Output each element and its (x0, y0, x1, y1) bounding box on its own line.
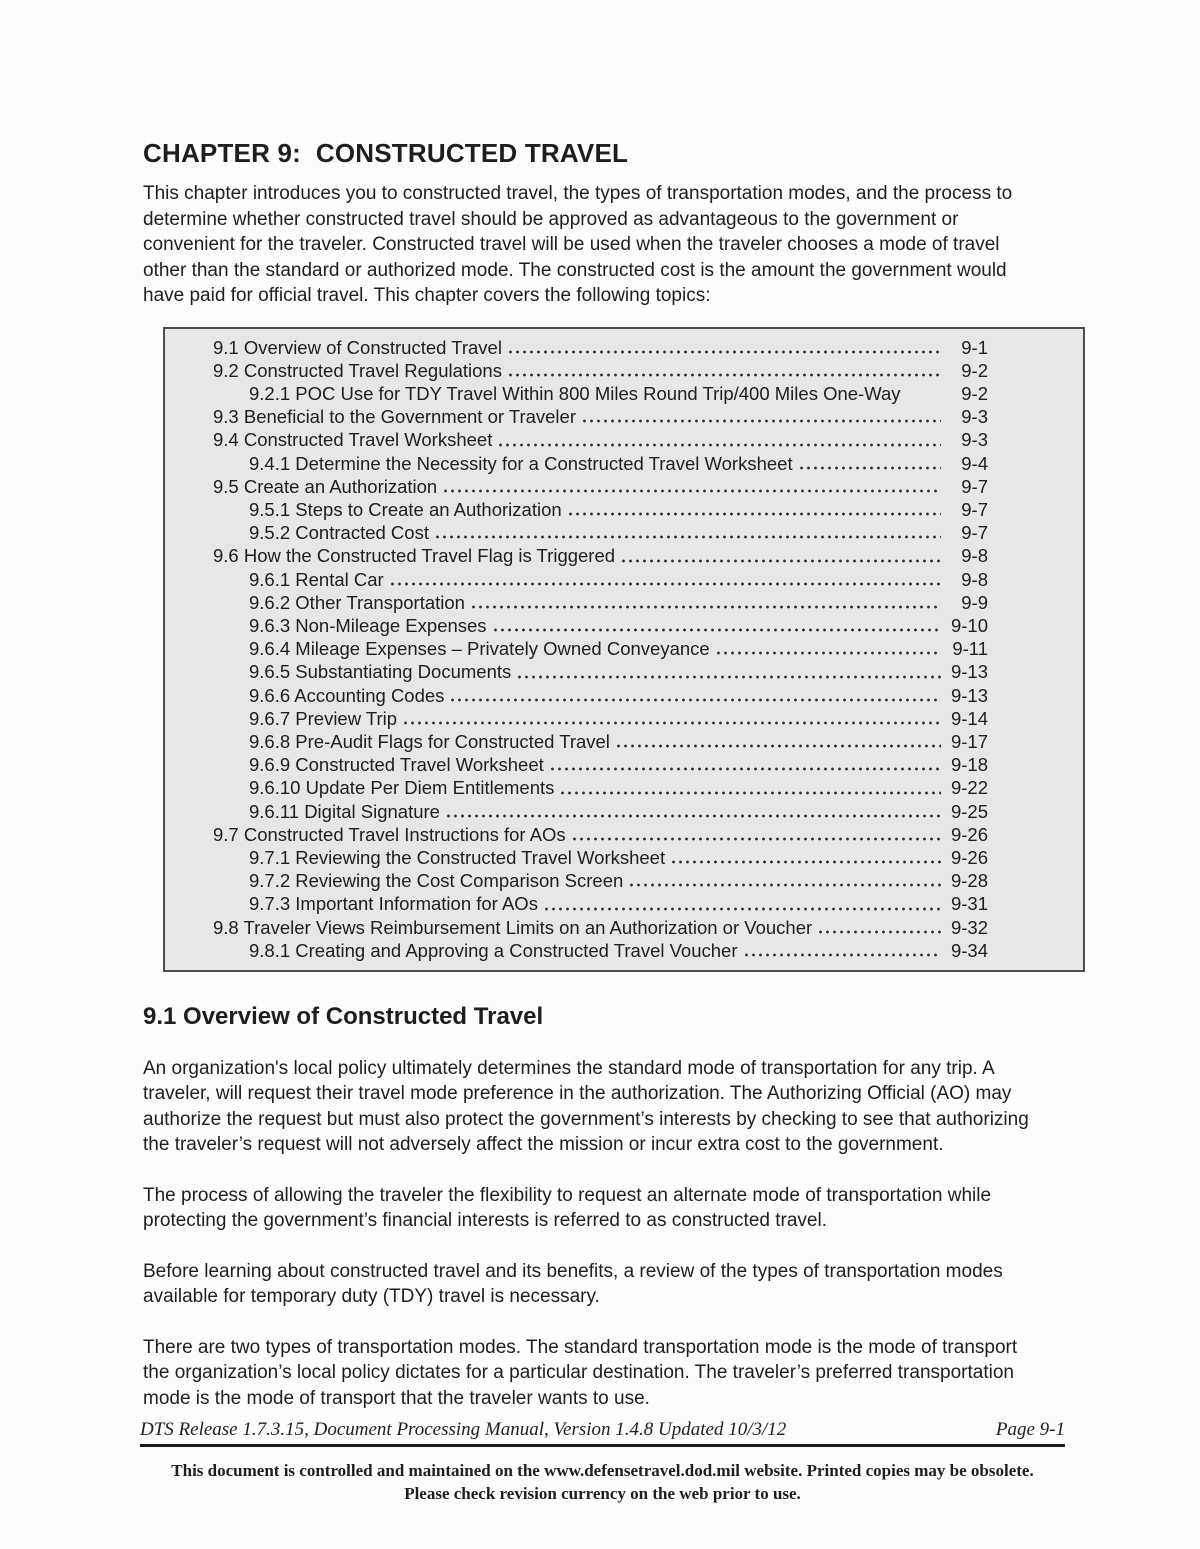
dot-leader (449, 684, 941, 707)
dot-leader (615, 730, 941, 753)
dot-leader (571, 823, 941, 846)
toc-entry-label: 9.6.10 Update Per Diem Entitlements (249, 777, 555, 799)
dot-leader (389, 568, 941, 591)
toc-entry (165, 684, 1083, 707)
dot-leader (628, 869, 941, 892)
toc-entry-label: 9.6.7 Preview Trip (249, 707, 398, 729)
toc-entry-page-number: 9-7 (961, 522, 988, 544)
toc-entry-label: 9.5.1 Steps to Create an Authorization (249, 498, 562, 520)
toc-entry (165, 916, 1083, 939)
dot-leader (743, 939, 942, 962)
toc-entry-page-number: 9-7 (961, 475, 988, 497)
toc-entry-label: 9.6.11 Digital Signature (249, 800, 440, 822)
dot-leader (497, 428, 941, 451)
toc-entry (165, 382, 1083, 405)
toc-entry (165, 544, 1083, 567)
toc-entry-page-number: 9-2 (961, 382, 988, 404)
toc-entry-page-number: 9-31 (950, 893, 988, 915)
toc-entry-label: 9.4.1 Determine the Necessity for a Constructed Travel Worksheet (249, 452, 793, 474)
toc-entry-label: 9.6.2 Other Transportation (249, 591, 465, 613)
footer-notice-line-2: Please check revision currency on the web prior to use. (404, 1484, 801, 1503)
body-paragraph: Before learning about constructed travel and its benefits, a review of the types of transportation modes available for temporary duty (TDY) travel is necessary. (143, 1260, 1003, 1308)
toc-entry (165, 939, 1083, 962)
dot-leader (559, 776, 941, 799)
toc-entry (165, 707, 1083, 730)
dot-leader (492, 614, 941, 637)
toc-entry (165, 359, 1083, 382)
toc-entry (165, 776, 1083, 799)
dot-leader (434, 521, 941, 544)
toc-entry (165, 892, 1083, 915)
table-of-contents-box (163, 327, 1085, 972)
toc-entry-label: 9.7.1 Reviewing the Constructed Travel Worksheet (249, 846, 666, 868)
dot-leader (670, 846, 941, 869)
toc-entry-label: 9.5.2 Contracted Cost (249, 522, 429, 544)
toc-entry (165, 568, 1083, 591)
dot-leader (620, 544, 941, 567)
dot-leader (470, 591, 941, 614)
toc-entry (165, 823, 1083, 846)
dot-leader (445, 800, 941, 823)
toc-entry (165, 869, 1083, 892)
toc-entry-label: 9.4 Constructed Travel Worksheet (213, 429, 493, 451)
toc-entry-page-number: 9-22 (950, 777, 988, 799)
chapter-title: CHAPTER 9: CONSTRUCTED TRAVEL (143, 138, 629, 168)
toc-entry-page-number: 9-17 (950, 730, 988, 752)
toc-entry (165, 637, 1083, 660)
dot-leader (507, 359, 941, 382)
dot-leader (442, 475, 941, 498)
dot-leader (543, 892, 941, 915)
toc-entry-page-number: 9-11 (952, 638, 988, 660)
toc-entry-page-number: 9-34 (950, 939, 988, 961)
toc-entry (165, 614, 1083, 637)
toc-entry-label: 9.6.4 Mileage Expenses – Privately Owned Conveyance (249, 638, 710, 660)
toc-entry-page-number: 9-25 (950, 800, 988, 822)
toc-entry-page-number: 9-32 (950, 916, 988, 938)
toc-entry-label: 9.6.3 Non-Mileage Expenses (249, 614, 487, 636)
dot-leader (402, 707, 941, 730)
toc-entry-page-number: 9-26 (950, 846, 988, 868)
toc-entry-label: 9.2.1 POC Use for TDY Travel Within 800 Miles Round Trip/400 Miles One-Way (249, 382, 901, 404)
footer-release-info: DTS Release 1.7.3.15, Document Processing Manual, Version 1.4.8 Updated 10/3/12 (140, 1419, 787, 1440)
toc-entry-label: 9.2 Constructed Travel Regulations (213, 359, 502, 381)
toc-entry-label: 9.5 Create an Authorization (213, 475, 438, 497)
dot-leader (567, 498, 941, 521)
toc-entry (165, 498, 1083, 521)
body-paragraph: There are two types of transportation modes. The standard transportation mode is the mode of transport the organization’s local policy dictates for a particular destination. The traveler’s preferred transportation mode is the mode of transport that the traveler wants to use. (143, 1336, 1018, 1409)
toc-entry-label: 9.6.8 Pre-Audit Flags for Constructed Travel (249, 730, 610, 752)
toc-entry (165, 475, 1083, 498)
toc-entry-page-number: 9-4 (961, 452, 988, 474)
toc-entry (165, 660, 1083, 683)
dot-leader (516, 660, 941, 683)
toc-entry-page-number: 9-3 (961, 406, 988, 428)
toc-entry-label: 9.6 How the Constructed Travel Flag is Triggered (213, 545, 616, 567)
toc-entry-page-number: 9-10 (950, 614, 988, 636)
toc-entry-label: 9.6.5 Substantiating Documents (249, 661, 512, 683)
toc-entry-list (165, 336, 1083, 962)
dot-leader (715, 637, 941, 660)
toc-entry-page-number: 9-9 (961, 591, 988, 613)
section-body (143, 1056, 1046, 1412)
toc-entry-label: 9.7.3 Important Information for AOs (249, 893, 538, 915)
toc-entry-page-number: 9-18 (950, 754, 988, 776)
toc-entry-label: 9.7 Constructed Travel Instructions for AOs (213, 823, 566, 845)
body-paragraph: An organization's local policy ultimately determines the standard mode of transportation for any trip. A traveler, will request their travel mode preference in the authorization. The Authorizing Official (AO) may authorize the request but must also protect the government’s interests by checking to see that authorizing the traveler’s request will not adversely affect the mission or incur extra cost to the government. (143, 1057, 1029, 1156)
toc-entry (165, 730, 1083, 753)
dot-leader (581, 405, 941, 428)
toc-entry-label: 9.6.1 Rental Car (249, 568, 384, 590)
dot-leader (817, 916, 941, 939)
toc-entry (165, 452, 1083, 475)
body-paragraph: The process of allowing the traveler the flexibility to request an alternate mode of transportation while protecting the government’s financial interests is referred to as constructed travel. (143, 1184, 992, 1232)
footer-page-number: Page 9-1 (995, 1419, 1065, 1440)
dot-leader (549, 753, 941, 776)
toc-entry-page-number: 9-3 (961, 429, 988, 451)
toc-entry-page-number: 9-8 (961, 545, 988, 567)
toc-entry-page-number: 9-13 (950, 661, 988, 683)
toc-entry-label: 9.8.1 Creating and Approving a Constructed Travel Voucher (249, 939, 738, 961)
toc-entry (165, 846, 1083, 869)
toc-entry-label: 9.6.9 Constructed Travel Worksheet (249, 754, 544, 776)
toc-entry (165, 336, 1083, 359)
toc-entry-page-number: 9-1 (961, 336, 988, 358)
toc-entry-label: 9.1 Overview of Constructed Travel (213, 336, 502, 358)
toc-entry (165, 405, 1083, 428)
section-heading: 9.1 Overview of Constructed Travel (143, 1002, 544, 1030)
dot-leader (507, 336, 941, 359)
footer-notice-line-1: This document is controlled and maintained on the www.defensetravel.dod.mil website. Printed copies may be obsolete. (171, 1461, 1034, 1480)
toc-entry-page-number: 9-28 (950, 870, 988, 892)
page-footer (140, 1418, 1065, 1504)
toc-entry-page-number: 9-13 (950, 684, 988, 706)
toc-entry-label: 9.3 Beneficial to the Government or Traveler (213, 406, 576, 428)
toc-entry (165, 428, 1083, 451)
footer-control-notice (140, 1460, 1065, 1504)
toc-entry (165, 521, 1083, 544)
chapter-intro-paragraph: This chapter introduces you to constructed travel, the types of transportation modes, and the process to determine whether constructed travel should be approved as advantageous to the government or convenient for the traveler. Constructed travel will be used when the traveler chooses a mode of travel other than the standard or authorized mode. The constructed cost is the amount the government would have paid for official travel. This chapter covers the following topics: (143, 183, 1013, 306)
toc-entry (165, 753, 1083, 776)
toc-entry-label: 9.7.2 Reviewing the Cost Comparison Screen (249, 870, 624, 892)
toc-entry-label: 9.8 Traveler Views Reimbursement Limits on an Authorization or Voucher (213, 916, 813, 938)
toc-entry-page-number: 9-8 (961, 568, 988, 590)
toc-entry (165, 800, 1083, 823)
toc-entry (165, 591, 1083, 614)
toc-entry-page-number: 9-7 (961, 498, 988, 520)
toc-entry-page-number: 9-2 (961, 359, 988, 381)
toc-entry-page-number: 9-14 (950, 707, 988, 729)
toc-entry-page-number: 9-26 (950, 823, 988, 845)
footer-rule-row (140, 1418, 1065, 1447)
toc-entry-label: 9.6.6 Accounting Codes (249, 684, 445, 706)
dot-leader (798, 452, 941, 475)
